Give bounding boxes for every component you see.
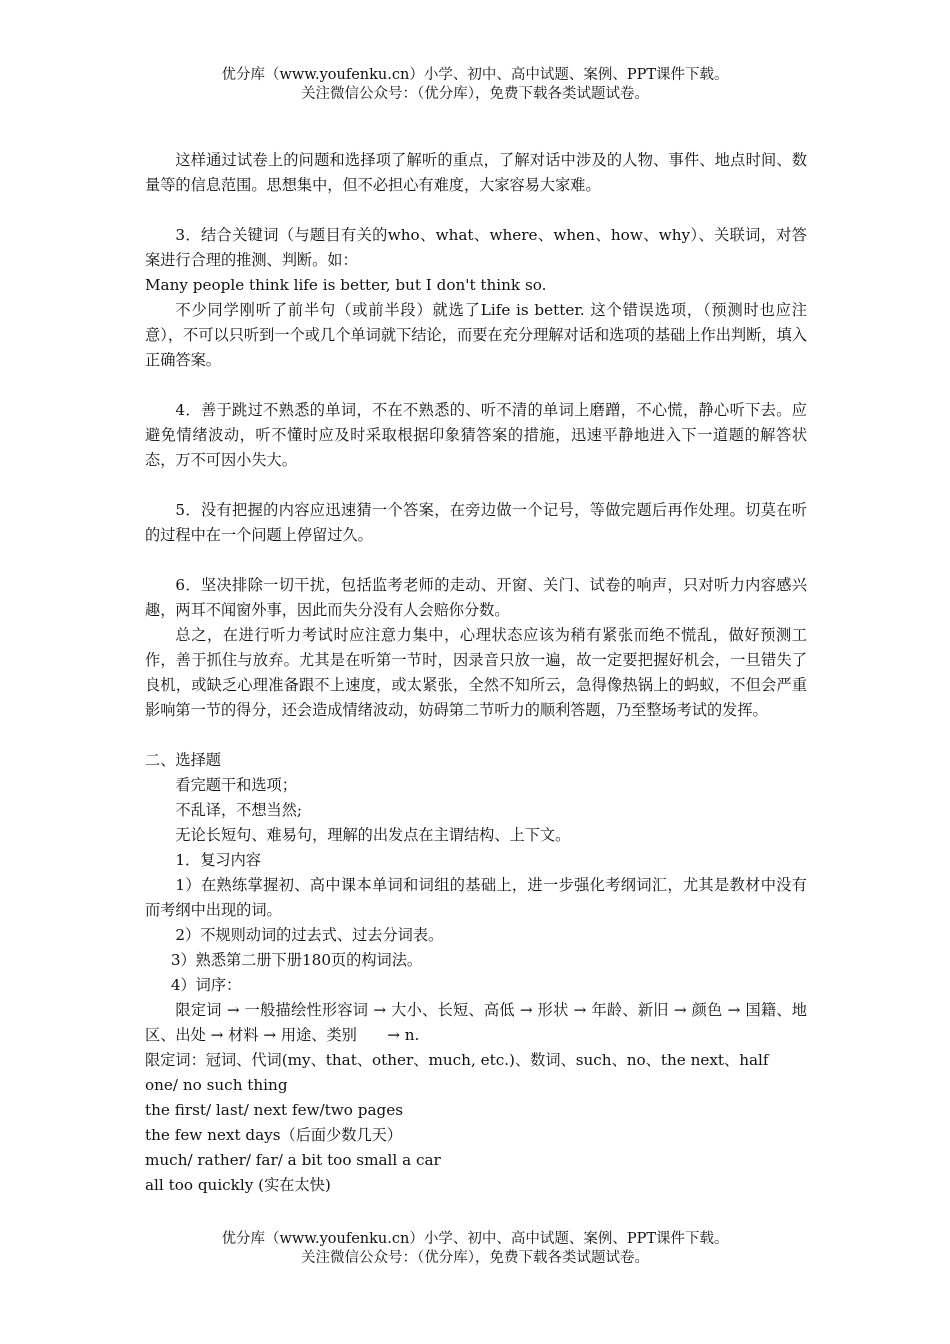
paragraph: 3．结合关键词（与题目有关的who、what、where、when、how、why）、关联词，对答案进行合理的推测、判断。如： [145, 226, 807, 269]
list-item: 1）在熟练掌握初、高中课本单词和词组的基础上，进一步强化考纲词汇，尤其是教材中没有而考纲中出现的词。 [145, 876, 807, 919]
example-phrase: the first/ last/ next few/two pages [145, 1101, 404, 1119]
paragraph: 6．坚决排除一切干扰，包括监考老师的走动、开窗、关门、试卷的响声，只对听力内容感兴趣，两耳不闻窗外事，因此而失分没有人会赔你分数。 [145, 576, 807, 619]
list-item: 无论长短句、难易句，理解的出发点在主谓结构、上下文。 [175, 826, 571, 844]
page-footer [0, 1230, 950, 1268]
document-body [145, 148, 807, 1198]
paragraph: 5．没有把握的内容应迅速猜一个答案，在旁边做一个记号，等做完题后再作处理。切莫在听的过程中在一个问题上停留过久。 [145, 501, 807, 544]
list-item: 限定词：冠词、代词(my、that、other、much, etc.)、数词、such、no、the next、half [145, 1051, 769, 1069]
subheading: 1．复习内容 [175, 851, 261, 869]
header-line-2: 关注微信公众号：（优分库），免费下载各类试题试卷。 [301, 86, 649, 102]
section-heading: 二、选择题 [145, 751, 221, 769]
list-item: 不乱译，不想当然; [175, 801, 303, 819]
example-phrase: much/ rather/ far/ a bit too small a car [145, 1151, 441, 1169]
header-line-1: 优分库（www.youfenku.cn）小学、初中、高中试题、案例、PPT课件下载。 [221, 67, 729, 83]
paragraph: 不少同学刚听了前半句（或前半段）就选了Life is better. 这个错误选项，（预测时也应注意），不可以只听到一个或几个单词就下结论，而要在充分理解对话和选项的基础上作出判断，填入正确答案。 [145, 301, 807, 369]
list-item: 4）词序： [170, 976, 242, 994]
paragraph: 4．善于跳过不熟悉的单词，不在不熟悉的、听不清的单词上磨蹭，不心慌，静心听下去。应避免情绪波动，听不懂时应及时采取根据印象猜答案的措施，迅速平静地进入下一道题的解答状态，万不可因小失大。 [145, 401, 807, 469]
example-phrase: the few next days（后面少数几天） [145, 1126, 403, 1144]
list-item: 2）不规则动词的过去式、过去分词表。 [175, 926, 444, 944]
list-item: 3）熟悉第二册下册180页的构词法。 [170, 951, 423, 969]
example-sentence: Many people think life is better, but I don't think so. [145, 276, 547, 294]
example-phrase: all too quickly (实在太快) [145, 1176, 331, 1194]
page-header [0, 66, 950, 104]
paragraph: 总之，在进行听力考试时应注意力集中，心理状态应该为稍有紧张而绝不慌乱，做好预测工作，善于抓住与放弃。尤其是在听第一节时，因录音只放一遍，故一定要把握好机会，一旦错失了良机，或缺乏心理准备跟不上速度，或太紧张，全然不知所云，急得像热锅上的蚂蚁，不但会严重影响第一节的得分，还会造成情绪波动，妨碍第二节听力的顺利答题，乃至整场考试的发挥。 [145, 626, 807, 719]
example-phrase: one/ no such thing [145, 1076, 288, 1094]
list-item: 看完题干和选项； [175, 776, 297, 794]
word-order-rule: 限定词 → 一般描绘性形容词 → 大小、长短、高低 → 形状 → 年龄、新旧 → 颜色 → 国籍、地区、出处 → 材料 → 用途、类别 → n. [145, 1001, 807, 1044]
footer-line-1: 优分库（www.youfenku.cn）小学、初中、高中试题、案例、PPT课件下载。 [221, 1231, 729, 1247]
paragraph: 这样通过试卷上的问题和选择项了解听的重点，了解对话中涉及的人物、事件、地点时间、数量等的信息范围。思想集中，但不必担心有难度，大家容易大家难。 [145, 151, 807, 194]
footer-line-2: 关注微信公众号：（优分库），免费下载各类试题试卷。 [301, 1250, 649, 1266]
